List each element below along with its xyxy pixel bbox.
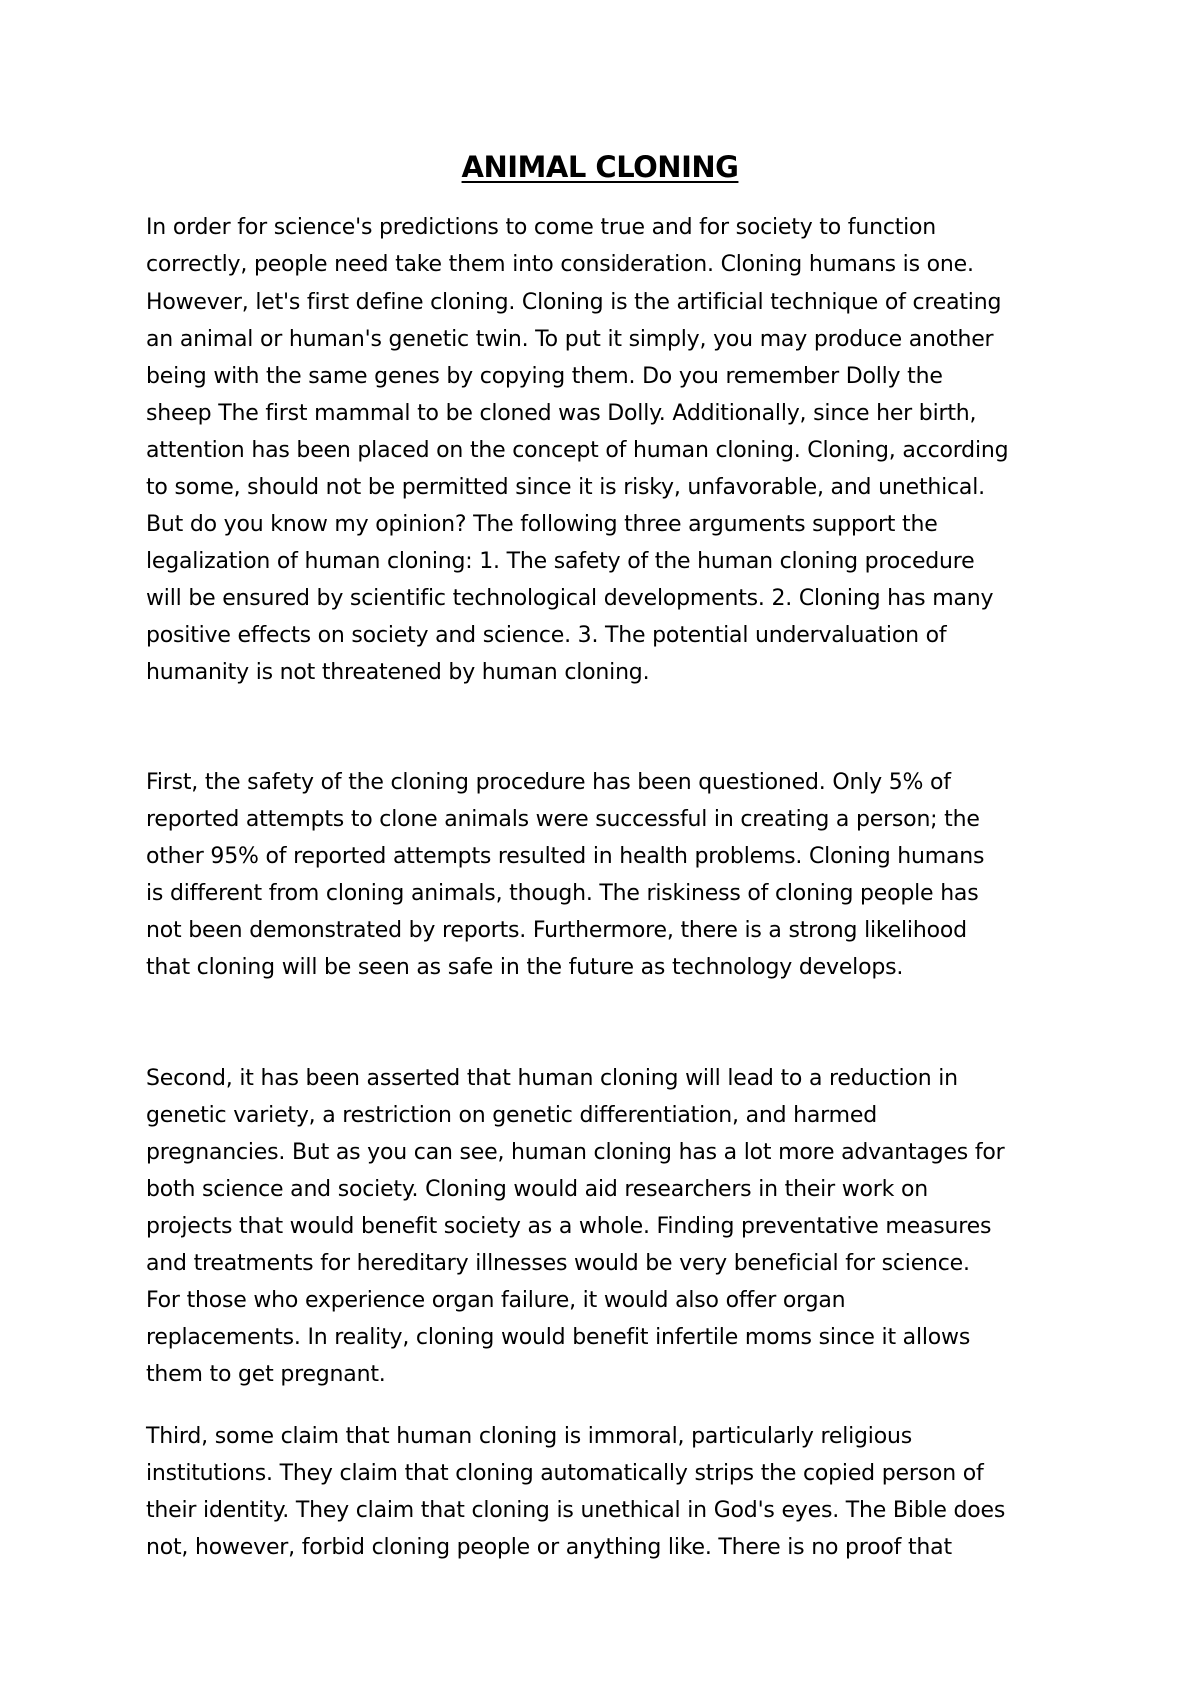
text-line: sheep The first mammal to be cloned was Dolly. Additionally, since her birth, — [146, 401, 977, 426]
text-line: other 95% of reported attempts resulted in health problems. Cloning humans — [146, 844, 985, 869]
text-line: not been demonstrated by reports. Furthermore, there is a strong likelihood — [146, 918, 967, 943]
text-line: not, however, forbid cloning people or anything like. There is no proof that — [146, 1535, 952, 1560]
text-line: reported attempts to clone animals were successful in creating a person; the — [146, 807, 980, 832]
text-line: However, let's first define cloning. Cloning is the artificial technique of creating — [146, 290, 1002, 315]
text-line: to some, should not be permitted since it is risky, unfavorable, and unethical. — [146, 475, 985, 500]
text-line: and treatments for hereditary illnesses would be very beneficial for science. — [146, 1251, 970, 1276]
text-line: them to get pregnant. — [146, 1362, 386, 1387]
text-line: In order for science's predictions to come true and for society to function — [146, 215, 937, 240]
text-line: But do you know my opinion? The following three arguments support the — [146, 512, 938, 537]
text-line: genetic variety, a restriction on genetic differentiation, and harmed — [146, 1103, 877, 1128]
text-line: will be ensured by scientific technological developments. 2. Cloning has many — [146, 586, 994, 611]
text-line: correctly, people need take them into consideration. Cloning humans is one. — [146, 252, 974, 277]
text-line: humanity is not threatened by human cloning. — [146, 660, 650, 685]
text-line: their identity. They claim that cloning is unethical in God's eyes. The Bible does — [146, 1498, 1006, 1523]
text-line: projects that would benefit society as a whole. Finding preventative measures — [146, 1214, 992, 1239]
text-line: positive effects on society and science. 3. The potential undervaluation of — [146, 623, 947, 648]
text-line: attention has been placed on the concept of human cloning. Cloning, according — [146, 438, 1009, 463]
text-line: Third, some claim that human cloning is immoral, particularly religious — [146, 1424, 912, 1449]
text-line: For those who experience organ failure, it would also offer organ — [146, 1288, 846, 1313]
text-line: being with the same genes by copying them. Do you remember Dolly the — [146, 364, 943, 389]
document-title: ANIMAL CLONING — [461, 150, 739, 184]
text-line: an animal or human's genetic twin. To put it simply, you may produce another — [146, 327, 994, 352]
text-line: pregnancies. But as you can see, human cloning has a lot more advantages for — [146, 1140, 1005, 1165]
text-line: replacements. In reality, cloning would benefit infertile moms since it allows — [146, 1325, 971, 1350]
text-line: that cloning will be seen as safe in the future as technology develops. — [146, 955, 904, 980]
text-line: First, the safety of the cloning procedure has been questioned. Only 5% of — [146, 770, 951, 795]
text-line: is different from cloning animals, though. The riskiness of cloning people has — [146, 881, 979, 906]
text-line: both science and society. Cloning would aid researchers in their work on — [146, 1177, 928, 1202]
text-line: legalization of human cloning: 1. The safety of the human cloning procedure — [146, 549, 975, 574]
text-line: institutions. They claim that cloning automatically strips the copied person of — [146, 1461, 984, 1486]
text-line: Second, it has been asserted that human cloning will lead to a reduction in — [146, 1066, 958, 1091]
